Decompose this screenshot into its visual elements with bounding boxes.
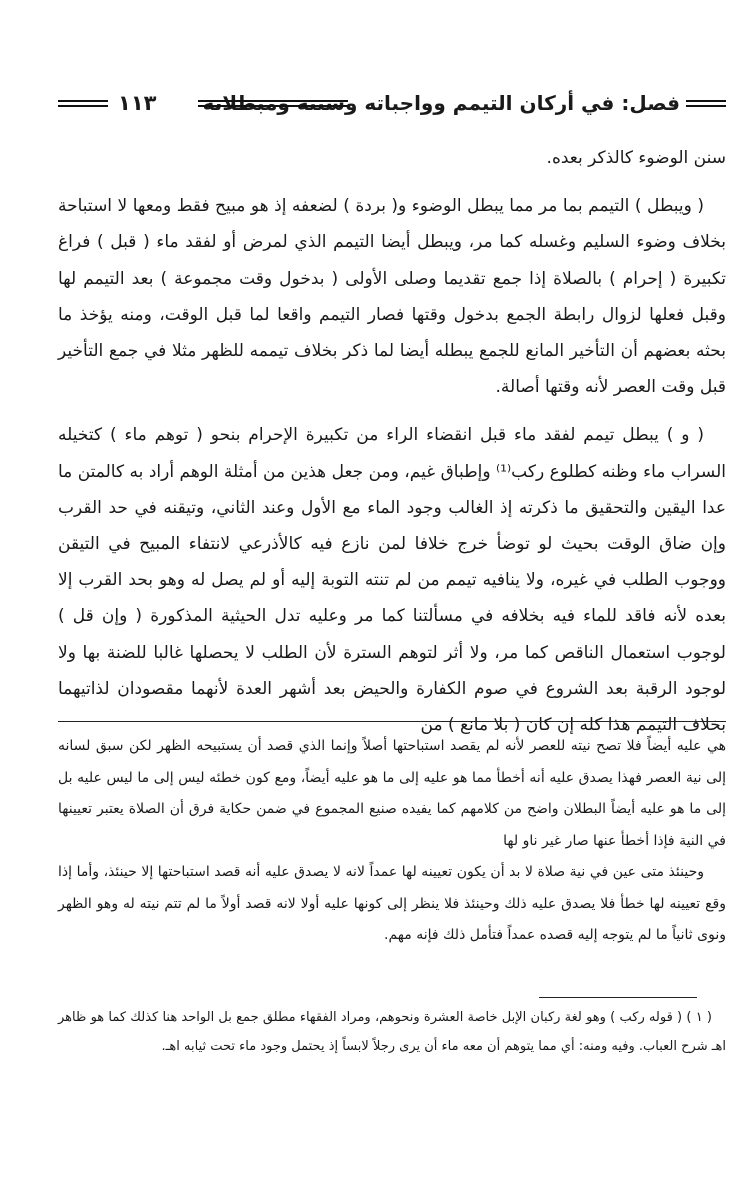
paragraph: ( و ) يبطل تيمم لفقد ماء قبل انقضاء الراء من تكبيرة الإحرام بنحو ( توهم ماء ) كتخيله السراب ماء وظنه كطلوع ركب⁽¹⁾ وإطباق غيم، ومن جعل هذين من أمثلة الوهم أراد به كالمتن ما عدا اليقين والتحقيق ما ذكرته إذ الغالب وجود الماء مع الأول وعند الثاني، وتيقنه في حد القرب وإن ضاق الوقت بحيث لو توضأ خرج خلافا لمن نازع فيه كالأذرعي لانتفاء المبيح في التيقن ووجوب الطلب في غيره، ولا ينافيه تيمم من لم تنته التوبة إليه أو لم يصل له وهو بحد القرب إلا بعده لأنه فاقد للماء فيه بخلافه في مسألتنا كما مر وعليه تدل الحيثية المذكورة ( وإن قل ) لوجوب استعمال الناقص كما مر، ولا أثر لتوهم السترة لأن الطلب لا يحصلها غالبا للضنة بها ولا لوجود الرقبة بعد الشروع في صوم الكفارة والحيض بعد أشهر العدة لأنهما مقصودان لذاتيهما بخلاف التيمم هذا كله إن كان ( بلا مانع ) من [58, 425, 726, 736]
main-text [58, 140, 726, 743]
chapter-title: فصل: في أركان التيمم وواجباته وسننه ومبطلاته [202, 91, 680, 115]
footnotes [58, 1003, 726, 1061]
paragraph: ( ويبطل ) التيمم بما مر مما يبطل الوضوء و( بردة ) لضعفه إذ هو مبيح فقط ومعها لا استباحة بخلاف وضوء السليم وغسله كما مر، ويبطل أيضا التيمم الذي لمرض أو لفقد ماء ( قبل ) فراغ تكبيرة ( إحرام ) بالصلاة إذا جمع تقديما وصلى الأولى ( بدخول وقت مجموعة ) بعد التيمم لها وقبل فعلها لزوال رابطة الجمع بدخول وقتها فصار التيمم واقعا لما قبل الوقت، ومنه يؤخذ ما بحثه بعضهم أن التأخير المانع للجمع يبطله أيضا لما ذكر بخلاف تيممه للظهر مثلا في جمع التأخير قبل وقت العصر لأنه وقتها أصالة. [58, 196, 726, 398]
note-paragraph: هي عليه أيضاً فلا تصح نيته للعصر لأنه لم يقصد استباحتها أصلاً وإنما الذي قصد أن يستبيحه الظهر لكن سبق لسانه إلى نية العصر فهذا يصدق عليه أنه أخطأ مما هو عليه إلى ما هو عليه أيضاً، ومع كون خطئه ليس إلى ما ليس عليه بل إلى ما هو عليه أيضاً البطلان واضح من كلامهم كما يفيده صنيع المجموع في ضمن حكاية فرق أن الصلاة يعتبر تعيينها في النية فإذا أخطأ عنها صار غير ناو لها [58, 738, 726, 849]
header-rule-left [58, 100, 108, 107]
header-rule-middle [198, 100, 348, 107]
footnote-divider [539, 997, 697, 998]
running-header [58, 88, 726, 118]
notes-divider [58, 721, 726, 722]
header-rule-right [686, 100, 726, 107]
footnote: ( ١ ) ( قوله ركب ) وهو لغة ركبان الإبل خاصة العشرة ونحوهم، ومراد الفقهاء مطلق جمع بل الواحد هنا كذلك كما هو ظاهر اهـ شرح العباب. وفيه ومنه: أي مما يتوهم أن معه ماء أن يرى رجلاً لابساً إذ يحتمل وجود ماء تحت ثيابه اهـ. [58, 1010, 726, 1054]
note-paragraph: وحينئذ متى عين في نية صلاة لا بد أن يكون تعيينه لها عمداً لانه لا يصدق عليه أنه قصد استباحتها إلا حينئذ، وأما إذا وقع تعيينه لها خطأ فلا يصدق عليه ذلك وحينئذ فلا ينظر إلى كونها عليه أولا لانه قصد أولاً ما لم تتم نيته له وهو الظهر ونوى ثانياً ما لم يتوجه إليه قصده عمداً فتأمل ذلك فإنه مهم. [58, 864, 726, 943]
paragraph: سنن الوضوء كالذكر بعده. [546, 148, 726, 168]
marginal-notes [58, 731, 726, 952]
page-number: ١١٣ [118, 91, 157, 115]
